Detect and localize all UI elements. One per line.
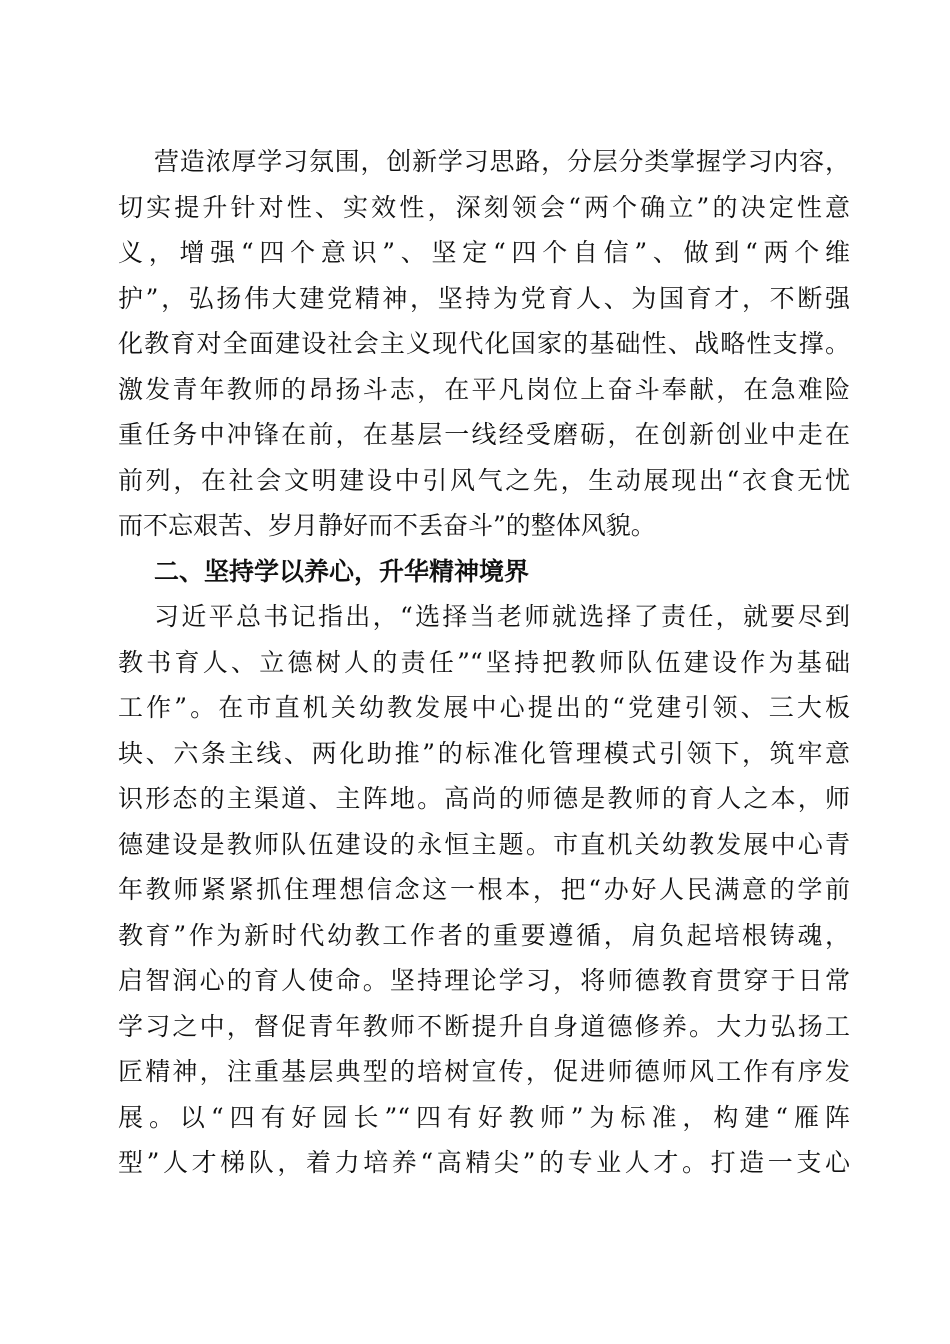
text-line: 工作”。在市直机关幼教发展中心提出的“党建引领、三大板: [118, 693, 850, 722]
section-heading: 二、坚持学以养心，升华精神境界: [154, 556, 530, 586]
text-line: 识形态的主渠道、主阵地。高尚的师德是教师的育人之本，师: [118, 784, 850, 813]
text-line: 型”人才梯队，着力培养“高精尖”的专业人才。打造一支心: [118, 1148, 850, 1177]
text-line: 教育”作为新时代幼教工作者的重要遵循，肩负起培根铸魂，: [118, 920, 850, 950]
text-line: 营造浓厚学习氛围，创新学习思路，分层分类掌握学习内容，: [154, 147, 850, 176]
text-line: 激发青年教师的昂扬斗志，在平凡岗位上奋斗奉献，在急难险: [118, 374, 850, 404]
text-line: 块、六条主线、两化助推”的标准化管理模式引领下，筑牢意: [118, 738, 850, 768]
text-line: 习近平总书记指出，“选择当老师就选择了责任，就要尽到: [154, 602, 850, 631]
text-line: 护”，弘扬伟大建党精神，坚持为党育人、为国育才，不断强: [118, 283, 850, 313]
document-body: [118, 139, 850, 1186]
text-line: 学习之中，督促青年教师不断提升自身道德修养。大力弘扬工: [118, 1011, 850, 1041]
text-line: 化教育对全面建设社会主义现代化国家的基础性、战略性支撑。: [118, 329, 850, 358]
text-line: 德建设是教师队伍建设的永恒主题。市直机关幼教发展中心青: [118, 829, 850, 859]
text-line: 而不忘艰苦、岁月静好而不丢奋斗”的整体风貌。: [118, 511, 656, 540]
text-line: 切实提升针对性、实效性，深刻领会“两个确立”的决定性意: [118, 192, 850, 222]
text-line: 前列，在社会文明建设中引风气之先，生动展现出“衣食无忧: [118, 465, 850, 495]
text-line: 启智润心的育人使命。坚持理论学习，将师德教育贯穿于日常: [118, 966, 850, 995]
text-line: 义，增强“四个意识”、坚定“四个自信”、做到“两个维: [118, 238, 850, 267]
text-line: 教书育人、立德树人的责任”“坚持把教师队伍建设作为基础: [118, 647, 850, 677]
text-line: 展。以“四有好园长”“四有好教师”为标准，构建“雁阵: [118, 1102, 850, 1132]
text-line: 匠精神，注重基层典型的培树宣传，促进师德师风工作有序发: [118, 1057, 850, 1086]
text-line: 重任务中冲锋在前，在基层一线经受磨砺，在创新创业中走在: [118, 420, 850, 449]
text-line: 年教师紧紧抓住理想信念这一根本，把“办好人民满意的学前: [118, 875, 850, 904]
